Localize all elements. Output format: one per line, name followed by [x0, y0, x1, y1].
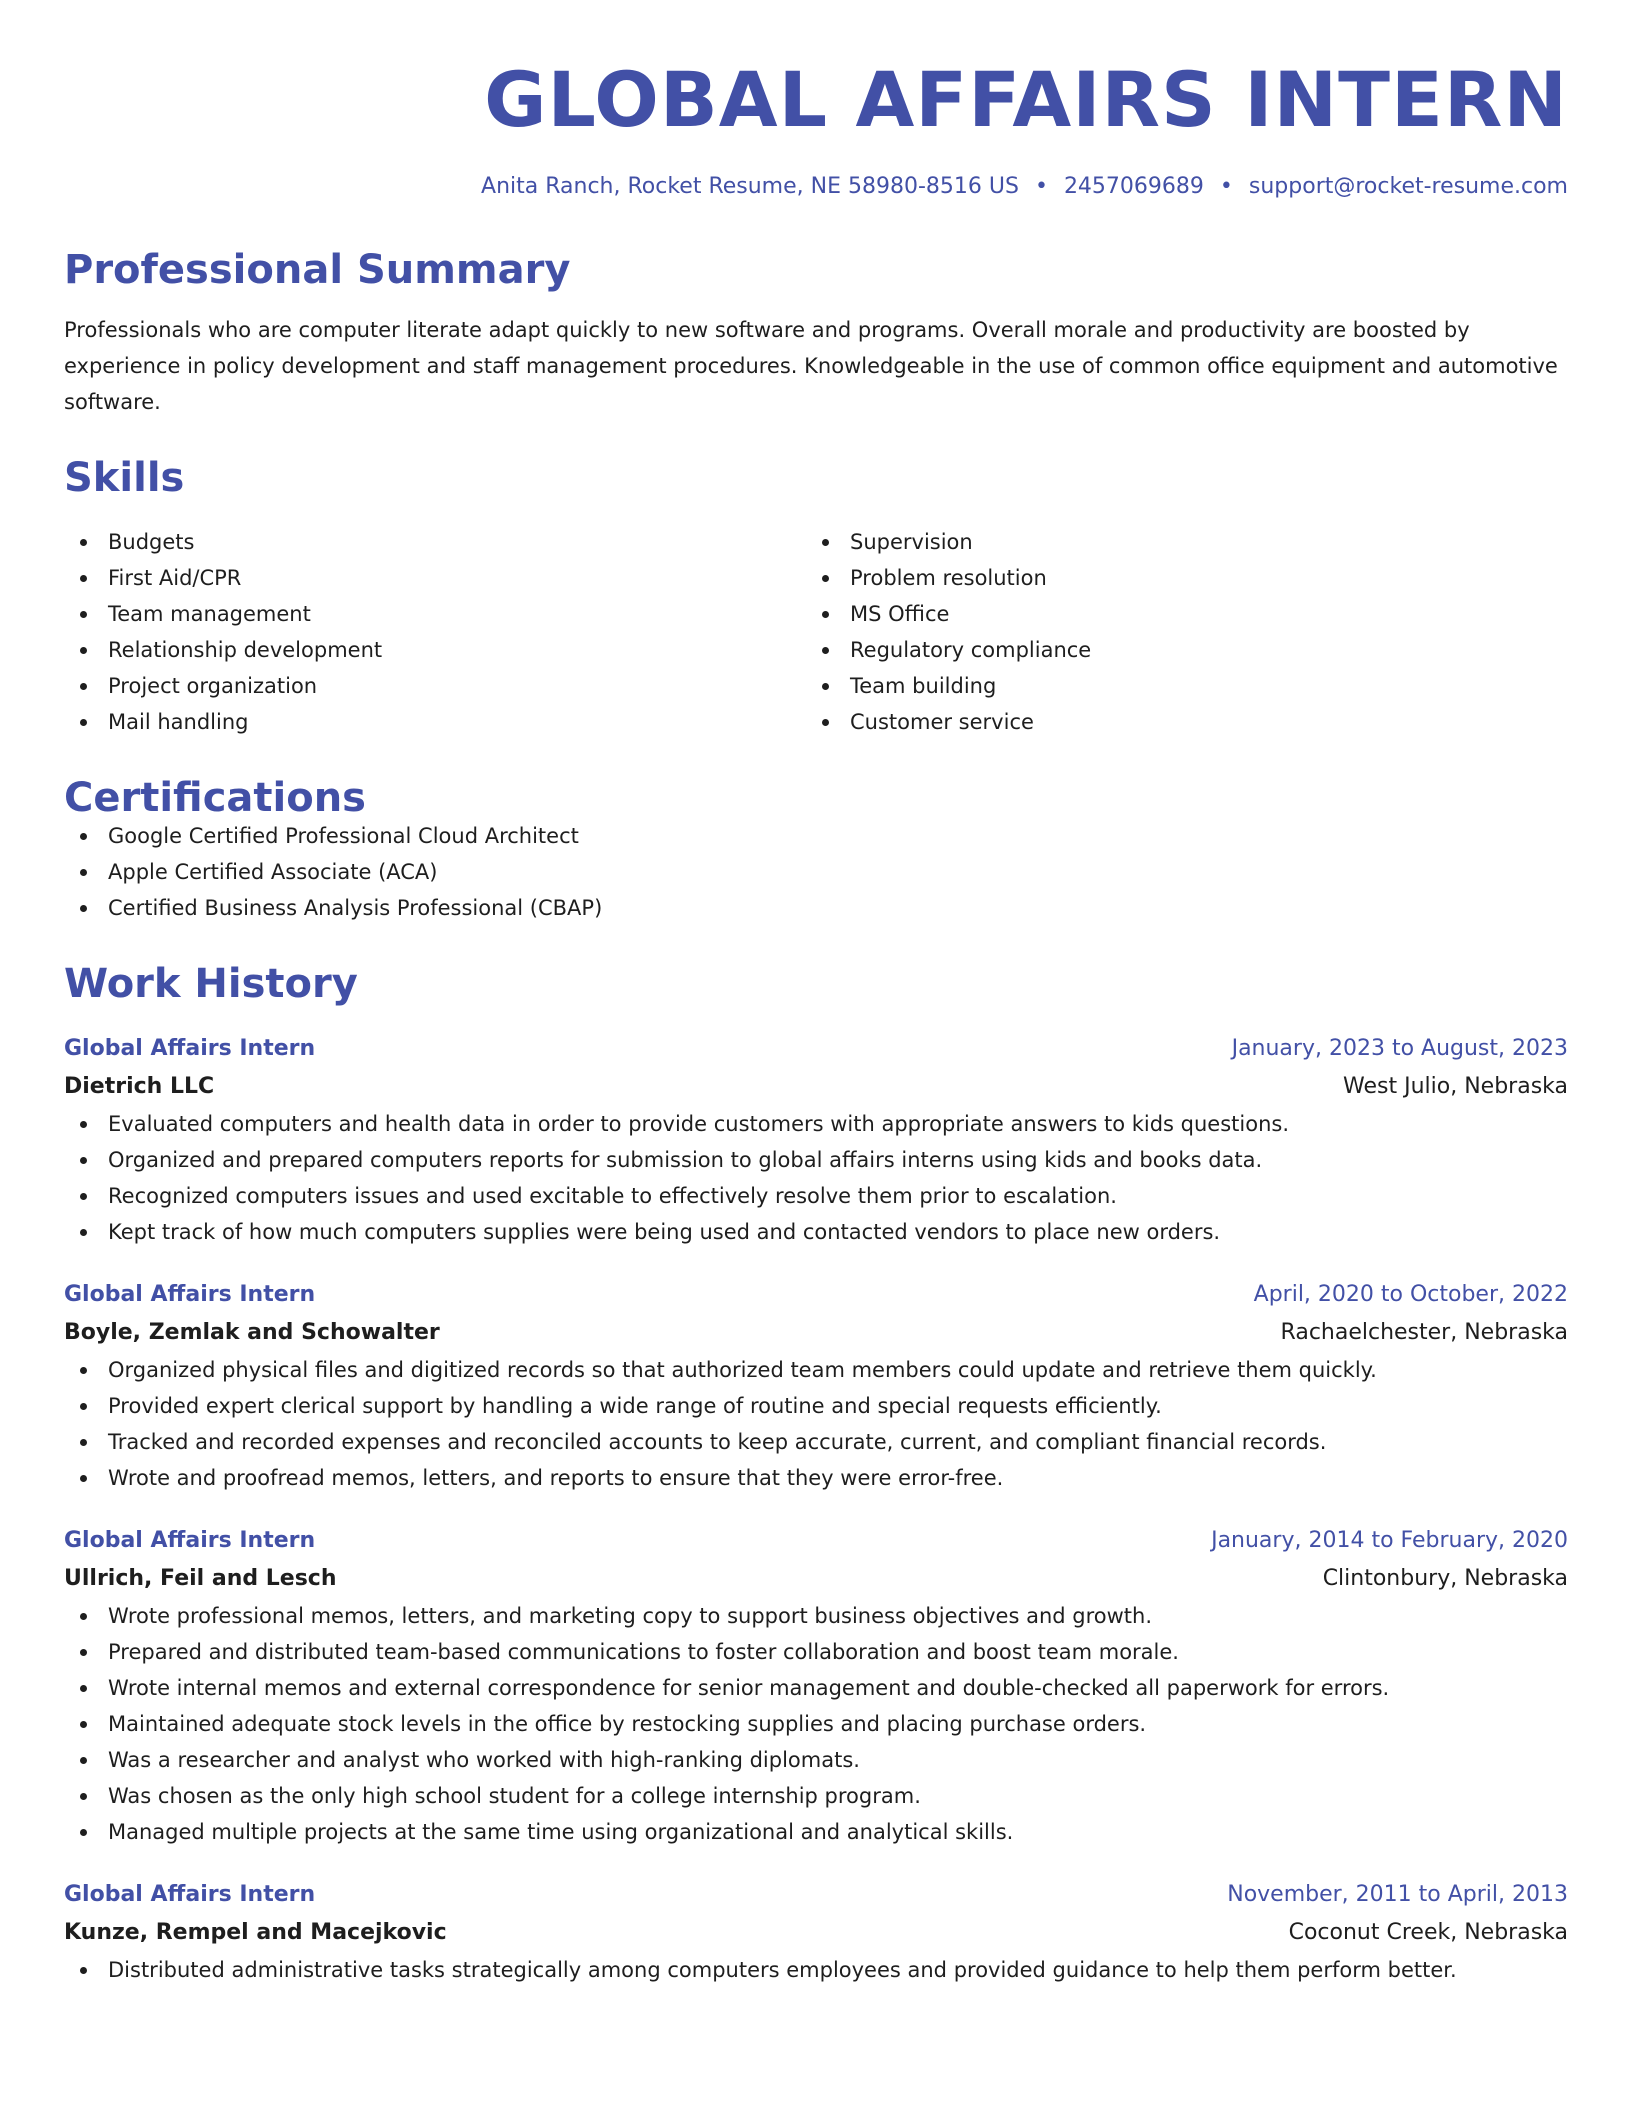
job-bullets [64, 1598, 1568, 1850]
certification-item: Certified Business Analysis Professional (CBAP) [64, 890, 1568, 926]
skill-item: Team building [806, 668, 1548, 704]
contact-email: support@rocket-resume.com [1248, 174, 1568, 199]
job-location: Rachaelchester, Nebraska [1280, 1320, 1568, 1345]
skill-item: Relationship development [64, 632, 806, 668]
certifications-heading: Certifications [64, 775, 366, 821]
contact-separator: • [1034, 174, 1048, 199]
job-bullets [64, 1952, 1568, 1988]
certification-item: Google Certified Professional Cloud Architect [64, 818, 1568, 854]
skill-item: Problem resolution [806, 560, 1548, 596]
job-bullets [64, 1106, 1568, 1250]
contact-line [64, 172, 1568, 202]
skills-column-left [64, 524, 806, 740]
skill-item: Project organization [64, 668, 806, 704]
resume-page [64, 0, 1568, 1988]
skill-item: Supervision [806, 524, 1548, 560]
job-location: Clintonbury, Nebraska [1322, 1566, 1568, 1591]
job-location: West Julio, Nebraska [1343, 1074, 1568, 1099]
job-bullet: Tracked and recorded expenses and reconciled accounts to keep accurate, current, and compliant financial records. [64, 1424, 1568, 1460]
job-bullet: Maintained adequate stock levels in the office by restocking supplies and placing purchase orders. [64, 1706, 1568, 1742]
skills-grid [64, 524, 1568, 740]
job-title-row [64, 1876, 1568, 1914]
skill-item: MS Office [806, 596, 1548, 632]
job-bullet: Managed multiple projects at the same time using organizational and analytical skills. [64, 1814, 1568, 1850]
job-title: Global Affairs Intern [64, 1882, 316, 1907]
job-dates: January, 2014 to February, 2020 [1211, 1528, 1568, 1553]
job-bullet: Recognized computers issues and used excitable to effectively resolve them prior to escalation. [64, 1178, 1568, 1214]
job-entry [64, 1876, 1568, 1988]
job-bullet: Was a researcher and analyst who worked with high-ranking diplomats. [64, 1742, 1568, 1778]
job-title-row [64, 1522, 1568, 1560]
job-bullet: Wrote internal memos and external correspondence for senior management and double-checked all paperwork for errors. [64, 1670, 1568, 1706]
job-company: Boyle, Zemlak and Schowalter [64, 1320, 440, 1345]
job-entry [64, 1522, 1568, 1850]
job-bullet: Kept track of how much computers supplies were being used and contacted vendors to place new orders. [64, 1214, 1568, 1250]
job-company: Ullrich, Feil and Lesch [64, 1566, 337, 1591]
job-company: Dietrich LLC [64, 1074, 215, 1099]
skill-item: Budgets [64, 524, 806, 560]
job-title-row [64, 1276, 1568, 1314]
job-bullet: Wrote and proofread memos, letters, and reports to ensure that they were error-free. [64, 1460, 1568, 1496]
job-bullet: Evaluated computers and health data in order to provide customers with appropriate answers to kids questions. [64, 1106, 1568, 1142]
job-dates: April, 2020 to October, 2022 [1253, 1282, 1568, 1307]
job-title: Global Affairs Intern [64, 1282, 316, 1307]
skills-list-left [64, 524, 806, 740]
contact-separator: • [1219, 174, 1233, 199]
skills-heading: Skills [64, 455, 185, 501]
job-bullets [64, 1352, 1568, 1496]
job-company: Kunze, Rempel and Macejkovic [64, 1920, 447, 1945]
job-title: Global Affairs Intern [64, 1528, 316, 1553]
job-dates: January, 2023 to August, 2023 [1231, 1036, 1568, 1061]
skill-item: Mail handling [64, 704, 806, 740]
job-location: Coconut Creek, Nebraska [1288, 1920, 1568, 1945]
job-entry [64, 1030, 1568, 1250]
skill-item: Customer service [806, 704, 1548, 740]
job-bullet: Wrote professional memos, letters, and marketing copy to support business objectives and growth. [64, 1598, 1568, 1634]
contact-address: Anita Ranch, Rocket Resume, NE 58980-8516 US [481, 174, 1019, 199]
job-company-row [64, 1560, 1568, 1598]
summary-heading: Professional Summary [64, 247, 571, 293]
job-bullet: Organized physical files and digitized records so that authorized team members could update and retrieve them quickly. [64, 1352, 1568, 1388]
job-dates: November, 2011 to April, 2013 [1227, 1882, 1568, 1907]
job-company-row [64, 1068, 1568, 1106]
job-title: Global Affairs Intern [64, 1036, 316, 1061]
job-company-row [64, 1314, 1568, 1352]
job-bullet: Was chosen as the only high school student for a college internship program. [64, 1778, 1568, 1814]
summary-text: Professionals who are computer literate adapt quickly to new software and programs. Overall morale and productivity are boosted by experience in policy development and staff management procedures. Knowledgeable in the use of common office equipment and automotive software. [64, 318, 1558, 414]
job-bullet: Distributed administrative tasks strategically among computers employees and provided guidance to help them perform better. [64, 1952, 1568, 1988]
work-history-heading: Work History [64, 961, 358, 1007]
certifications-list [64, 818, 1568, 926]
skill-item: First Aid/CPR [64, 560, 806, 596]
job-company-row [64, 1914, 1568, 1952]
job-bullet: Provided expert clerical support by handling a wide range of routine and special requests efficiently. [64, 1388, 1568, 1424]
job-entry [64, 1276, 1568, 1496]
skill-item: Regulatory compliance [806, 632, 1548, 668]
resume-title: GLOBAL AFFAIRS INTERN [484, 55, 1568, 144]
contact-phone: 2457069689 [1063, 174, 1204, 199]
job-bullet: Prepared and distributed team-based communications to foster collaboration and boost team morale. [64, 1634, 1568, 1670]
certification-item: Apple Certified Associate (ACA) [64, 854, 1568, 890]
job-title-row [64, 1030, 1568, 1068]
skill-item: Team management [64, 596, 806, 632]
skills-column-right [806, 524, 1548, 740]
skills-list-right [806, 524, 1548, 740]
job-bullet: Organized and prepared computers reports for submission to global affairs interns using kids and books data. [64, 1142, 1568, 1178]
